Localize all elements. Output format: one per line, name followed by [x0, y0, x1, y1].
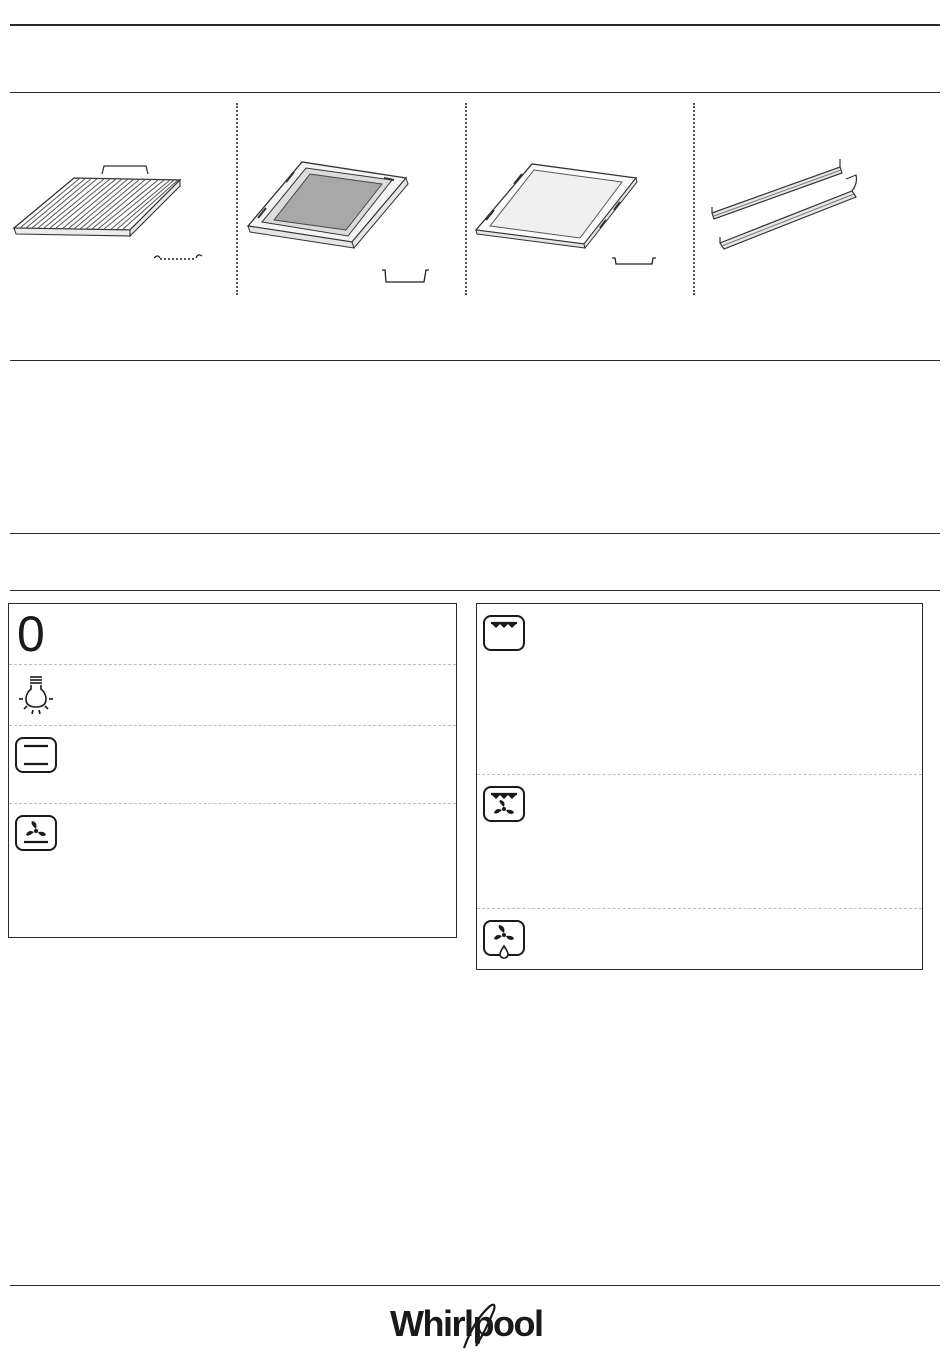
function-row-off — [9, 604, 456, 665]
function-row-lamp — [9, 665, 456, 726]
function-row-forced-air — [9, 804, 456, 936]
drip-tray-icon — [244, 156, 444, 286]
functions-table-left — [8, 603, 457, 938]
lamp-icon — [14, 673, 58, 717]
functions-table-right — [476, 603, 923, 970]
top-bottom-heating-icon — [14, 734, 58, 778]
grill-icon — [482, 612, 526, 656]
function-row-fan-droplet — [477, 909, 922, 969]
fan-droplet-icon — [482, 917, 526, 961]
function-row-turbo-grill — [477, 775, 922, 909]
forced-air-icon — [14, 812, 58, 856]
sliding-rails-icon — [708, 155, 868, 265]
turbo-grill-icon — [482, 783, 526, 827]
top-rule — [10, 24, 940, 26]
footer-rule — [10, 1285, 940, 1286]
logo-text: Whirlpool — [390, 1303, 543, 1344]
section-divider-2 — [10, 533, 940, 534]
header-divider — [10, 92, 940, 93]
baking-tray-icon — [472, 156, 672, 276]
separator-3 — [693, 103, 695, 295]
whirlpool-logo — [390, 1300, 560, 1352]
separator-1 — [236, 103, 238, 295]
separator-2 — [465, 103, 467, 295]
wire-shelf-icon — [12, 160, 222, 270]
section-divider-1 — [10, 360, 940, 361]
section-divider-3 — [10, 590, 940, 591]
function-row-grill — [477, 604, 922, 775]
function-row-conventional — [9, 726, 456, 804]
zero-off-symbol: 0 — [17, 606, 45, 662]
